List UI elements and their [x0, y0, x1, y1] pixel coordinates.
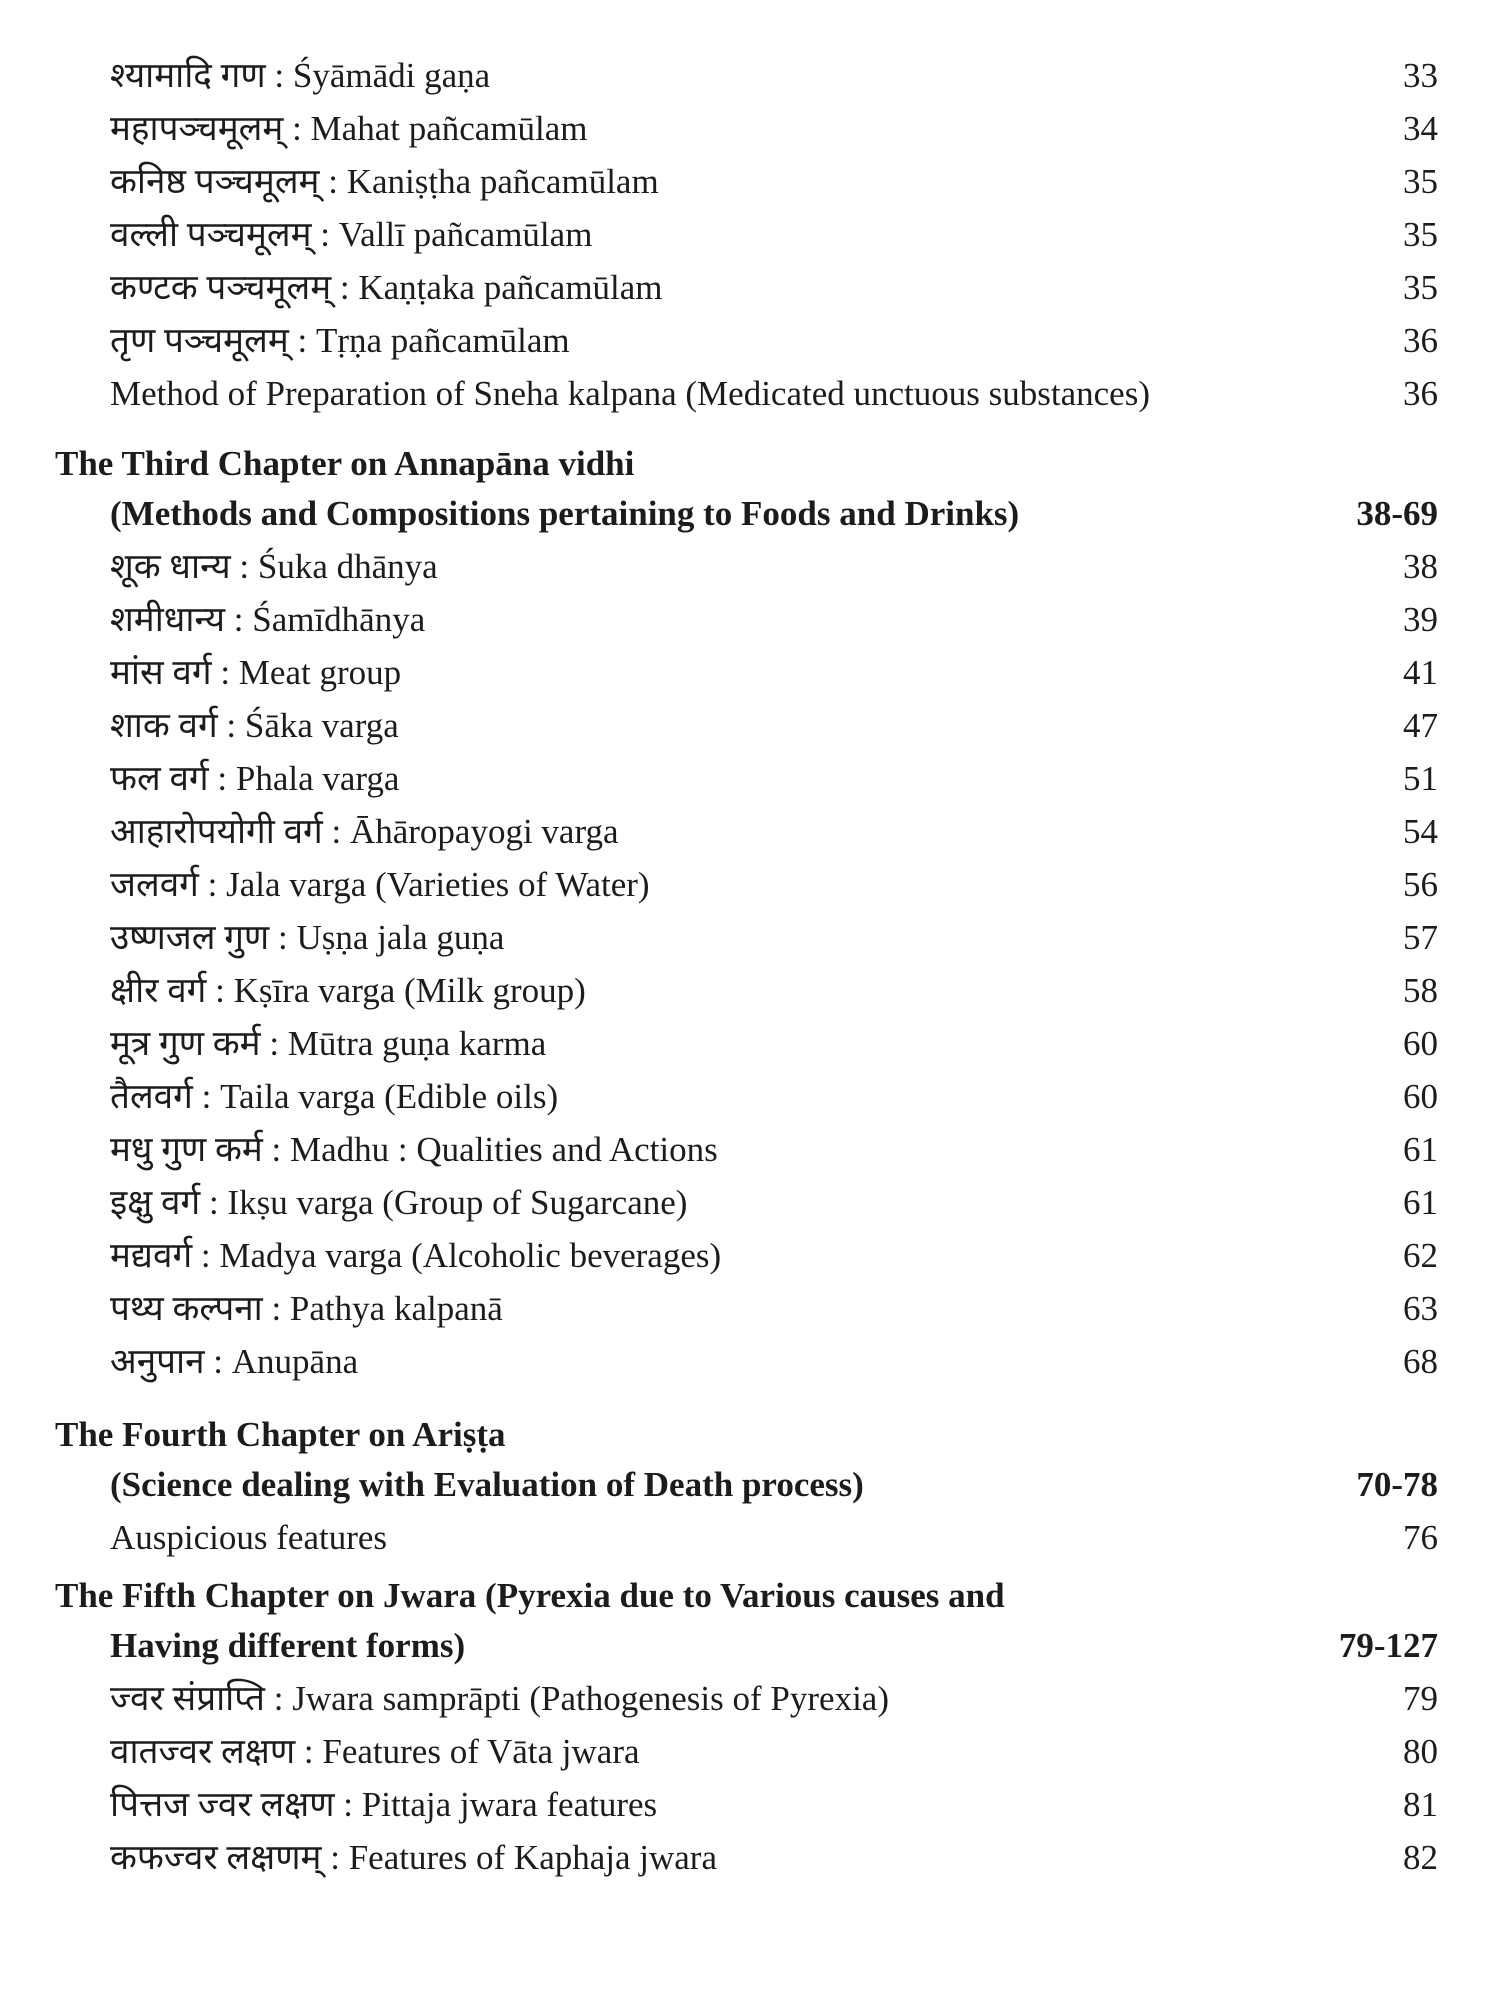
toc-title: मांस वर्ग : Meat group	[110, 653, 402, 692]
toc-title: आहारोपयोगी वर्ग : Āhāropayogi varga	[110, 812, 619, 851]
chapter-heading	[0, 1622, 1500, 1670]
toc-title: महापञ्चमूलम् : Mahat pañcamūlam	[110, 109, 588, 148]
toc-page-number: 56	[1403, 865, 1438, 904]
toc-entry	[0, 596, 1500, 644]
toc-entry	[0, 1675, 1500, 1723]
toc-page-number: 62	[1403, 1236, 1438, 1275]
toc-entry	[0, 264, 1500, 312]
toc-page-number: 41	[1403, 653, 1438, 692]
toc-entry	[0, 1285, 1500, 1333]
toc-title: The Third Chapter on Annapāna vidhi	[55, 444, 635, 483]
toc-page-number: 38	[1403, 547, 1438, 586]
toc-entry	[0, 808, 1500, 856]
toc-page-number: 60	[1403, 1077, 1438, 1116]
toc-entry	[0, 702, 1500, 750]
toc-title: अनुपान : Anupāna	[110, 1342, 359, 1381]
toc-entry	[0, 914, 1500, 962]
toc-entry	[0, 1126, 1500, 1174]
toc-page-number: 39	[1403, 600, 1438, 639]
toc-entry	[0, 1781, 1500, 1829]
toc-page-number: 61	[1403, 1183, 1438, 1222]
toc-page-number: 79	[1403, 1679, 1438, 1718]
toc-page-number: 38-69	[1356, 494, 1438, 533]
toc-title: The Fifth Chapter on Jwara (Pyrexia due to Various causes and	[55, 1576, 1005, 1615]
toc-entry	[0, 158, 1500, 206]
toc-page-number: 35	[1403, 215, 1438, 254]
toc-entry	[0, 1514, 1500, 1562]
toc-title: Having different forms)	[110, 1626, 466, 1665]
toc-page-number: 80	[1403, 1732, 1438, 1771]
chapter-heading	[0, 1461, 1500, 1509]
toc-title: फल वर्ग : Phala varga	[110, 759, 400, 798]
toc-page-number: 36	[1403, 374, 1438, 413]
toc-title: तैलवर्ग : Taila varga (Edible oils)	[110, 1077, 559, 1116]
toc-page-number: 54	[1403, 812, 1438, 851]
toc-title: ज्वर संप्राप्ति : Jwara samprāpti (Pathogenesis of Pyrexia)	[110, 1679, 889, 1718]
toc-title: इक्षु वर्ग : Ikṣu varga (Group of Sugarcane)	[110, 1183, 688, 1222]
toc-title: जलवर्ग : Jala varga (Varieties of Water)	[110, 865, 650, 904]
toc-page-number: 61	[1403, 1130, 1438, 1169]
toc-title: श्यामादि गण : Śyāmādi gaṇa	[110, 56, 491, 95]
toc-page-number: 70-78	[1356, 1465, 1438, 1504]
toc-title: मूत्र गुण कर्म : Mūtra guṇa karma	[110, 1024, 547, 1063]
toc-entry	[0, 211, 1500, 259]
toc-page-number: 79-127	[1338, 1626, 1438, 1665]
toc-entry	[0, 370, 1500, 418]
toc-title: मद्यवर्ग : Madya varga (Alcoholic beverages)	[110, 1236, 722, 1275]
toc-page-number: 57	[1403, 918, 1438, 957]
toc-title: शमीधान्य : Śamīdhānya	[110, 600, 426, 639]
toc-entry	[0, 317, 1500, 365]
toc-title: (Science dealing with Evaluation of Death process)	[110, 1465, 864, 1504]
toc-title: वातज्वर लक्षण : Features of Vāta jwara	[110, 1732, 640, 1771]
chapter-heading	[0, 1411, 1500, 1459]
toc-entry	[0, 105, 1500, 153]
chapter-heading	[0, 440, 1500, 488]
toc-title: शाक वर्ग : Śāka varga	[110, 706, 399, 745]
toc-title: वल्ली पञ्चमूलम् : Vallī pañcamūlam	[110, 215, 593, 254]
toc-entry	[0, 1232, 1500, 1280]
toc-page-number: 58	[1403, 971, 1438, 1010]
chapter-heading	[0, 1572, 1500, 1620]
toc-page-number: 63	[1403, 1289, 1438, 1328]
toc-page-number: 76	[1403, 1518, 1438, 1557]
toc-title: (Methods and Compositions pertaining to Foods and Drinks)	[110, 494, 1020, 533]
toc-entry	[0, 52, 1500, 100]
toc-page-number: 33	[1403, 56, 1438, 95]
toc-entry	[0, 1338, 1500, 1386]
toc-title: पथ्य कल्पना : Pathya kalpanā	[110, 1289, 503, 1328]
toc-title: तृण पञ्चमूलम् : Tṛṇa pañcamūlam	[110, 321, 570, 360]
toc-page-number: 35	[1403, 162, 1438, 201]
toc-page-number: 36	[1403, 321, 1438, 360]
toc-page-number: 82	[1403, 1838, 1438, 1877]
toc-entry	[0, 967, 1500, 1015]
toc-entry	[0, 1020, 1500, 1068]
toc-entry	[0, 543, 1500, 591]
toc-title: The Fourth Chapter on Ariṣṭa	[55, 1415, 506, 1454]
toc-title: पित्तज ज्वर लक्षण : Pittaja jwara features	[110, 1785, 658, 1824]
toc-page-number: 35	[1403, 268, 1438, 307]
toc-title: शूक धान्य : Śuka dhānya	[110, 547, 438, 586]
toc-entry	[0, 649, 1500, 697]
toc-page-number: 60	[1403, 1024, 1438, 1063]
toc-page-number: 68	[1403, 1342, 1438, 1381]
toc-entry	[0, 1834, 1500, 1882]
toc-title: क्षीर वर्ग : Kṣīra varga (Milk group)	[110, 971, 586, 1010]
toc-entry	[0, 755, 1500, 803]
toc-page-number: 34	[1403, 109, 1438, 148]
toc-title: उष्णजल गुण : Uṣṇa jala guṇa	[110, 918, 505, 957]
toc-entry	[0, 1179, 1500, 1227]
toc-title: Auspicious features	[110, 1518, 388, 1557]
toc-entry	[0, 1728, 1500, 1776]
chapter-heading	[0, 490, 1500, 538]
toc-title: कण्टक पञ्चमूलम् : Kaṇṭaka pañcamūlam	[110, 268, 663, 307]
toc-title: Method of Preparation of Sneha kalpana (Medicated unctuous substances)	[110, 374, 1150, 413]
toc-title: मधु गुण कर्म : Madhu : Qualities and Actions	[110, 1130, 718, 1169]
toc-entry	[0, 1073, 1500, 1121]
toc-title: कफज्वर लक्षणम् : Features of Kaphaja jwara	[110, 1838, 717, 1877]
toc-page-number: 51	[1403, 759, 1438, 798]
toc-title: कनिष्ठ पञ्चमूलम् : Kaniṣṭha pañcamūlam	[110, 162, 659, 201]
toc-page-number: 47	[1403, 706, 1438, 745]
toc-entry	[0, 861, 1500, 909]
toc-page-number: 81	[1403, 1785, 1438, 1824]
